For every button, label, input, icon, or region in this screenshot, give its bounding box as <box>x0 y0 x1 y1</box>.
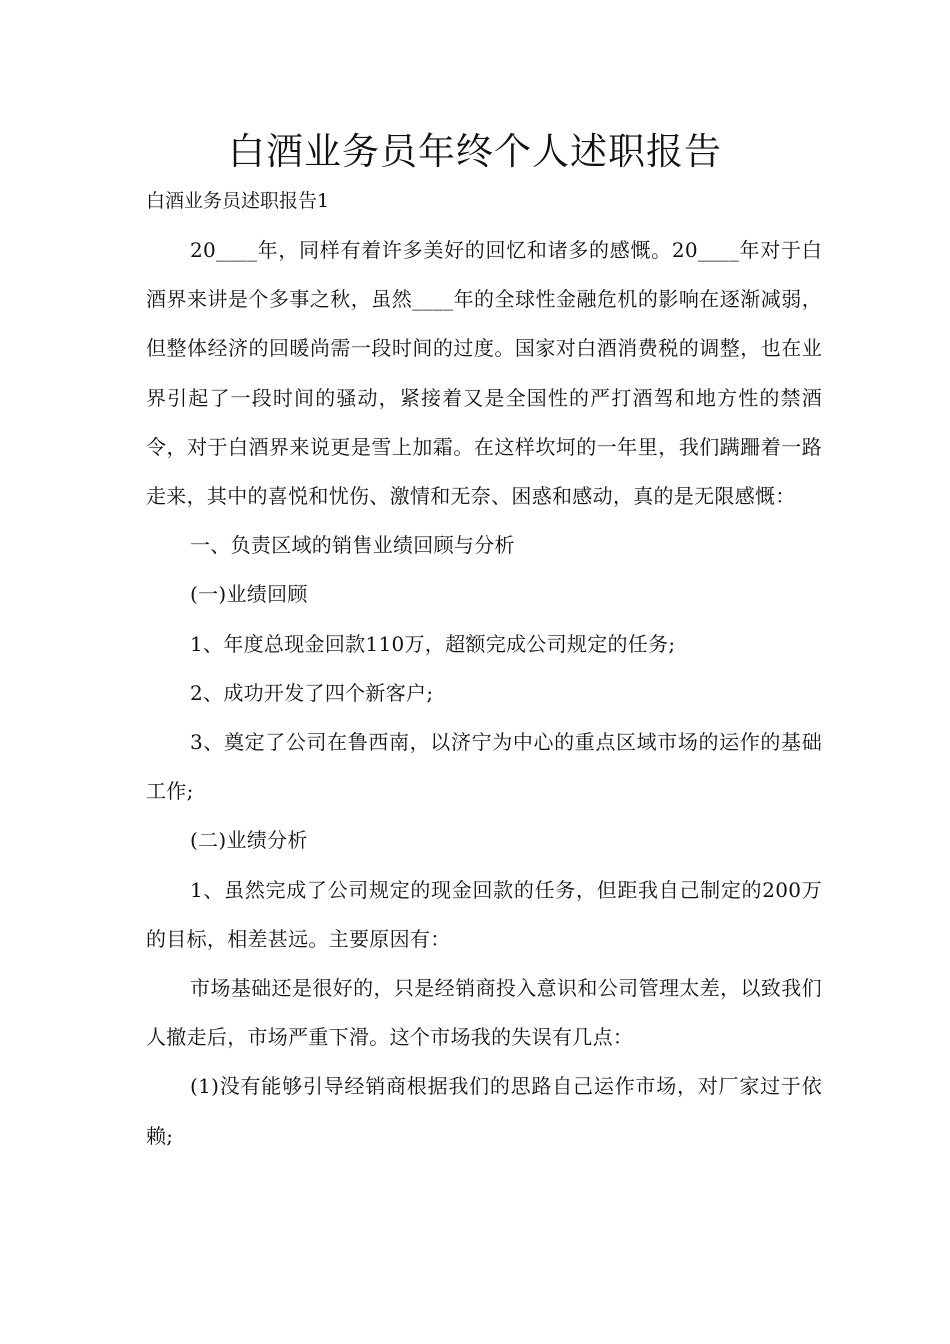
paragraph-market-foundation: 市场基础还是很好的，只是经销商投入意识和公司管理太差，以致我们人撤走后，市场严重下滑。这个市场我的失误有几点： <box>146 976 822 1050</box>
list-item-regional-foundation: 3、奠定了公司在鲁西南，以济宁为中心的重点区域市场的运作的基础工作; <box>146 730 822 804</box>
paragraph-intro: 20____年，同样有着许多美好的回忆和诸多的感慨。20____年对于白酒界来讲是个多事之秋，虽然____年的全球性金融危机的影响在逐渐减弱，但整体经济的回暖尚需一段时间的过度。国家对白酒消费税的调整，也在业界引起了一段时间的骚动，紧接着又是全国性的严打酒驾和地方性的禁酒令，对于白酒界来说更是雪上加霜。在这样坎坷的一年里，我们蹒跚着一路走来，其中的喜悦和忧伤、激情和无奈、困惑和感动，真的是无限感慨： <box>146 238 822 509</box>
report-body <box>146 226 822 1161</box>
list-item-new-customers: 2、成功开发了四个新客户; <box>190 680 434 705</box>
section-heading-sales-review: 一、负责区域的销售业绩回顾与分析 <box>190 533 515 558</box>
report-subtitle: 白酒业务员述职报告1 <box>146 190 330 212</box>
list-item-cash-collection: 1、年度总现金回款110万，超额完成公司规定的任务; <box>190 631 676 656</box>
document-title: 白酒业务员年终个人述职报告 <box>228 130 722 173</box>
list-item-target-gap: 1、虽然完成了公司规定的现金回款的任务，但距我自己制定的200万的目标，相差甚远。主要原因有： <box>146 877 822 951</box>
subsection-heading-performance-review: (一)业绩回顾 <box>190 582 308 607</box>
list-item-dealer-dependence: (1)没有能够引导经销商根据我们的思路自己运作市场，对厂家过于依赖; <box>146 1074 822 1148</box>
subsection-heading-performance-analysis: (二)业绩分析 <box>190 828 308 853</box>
